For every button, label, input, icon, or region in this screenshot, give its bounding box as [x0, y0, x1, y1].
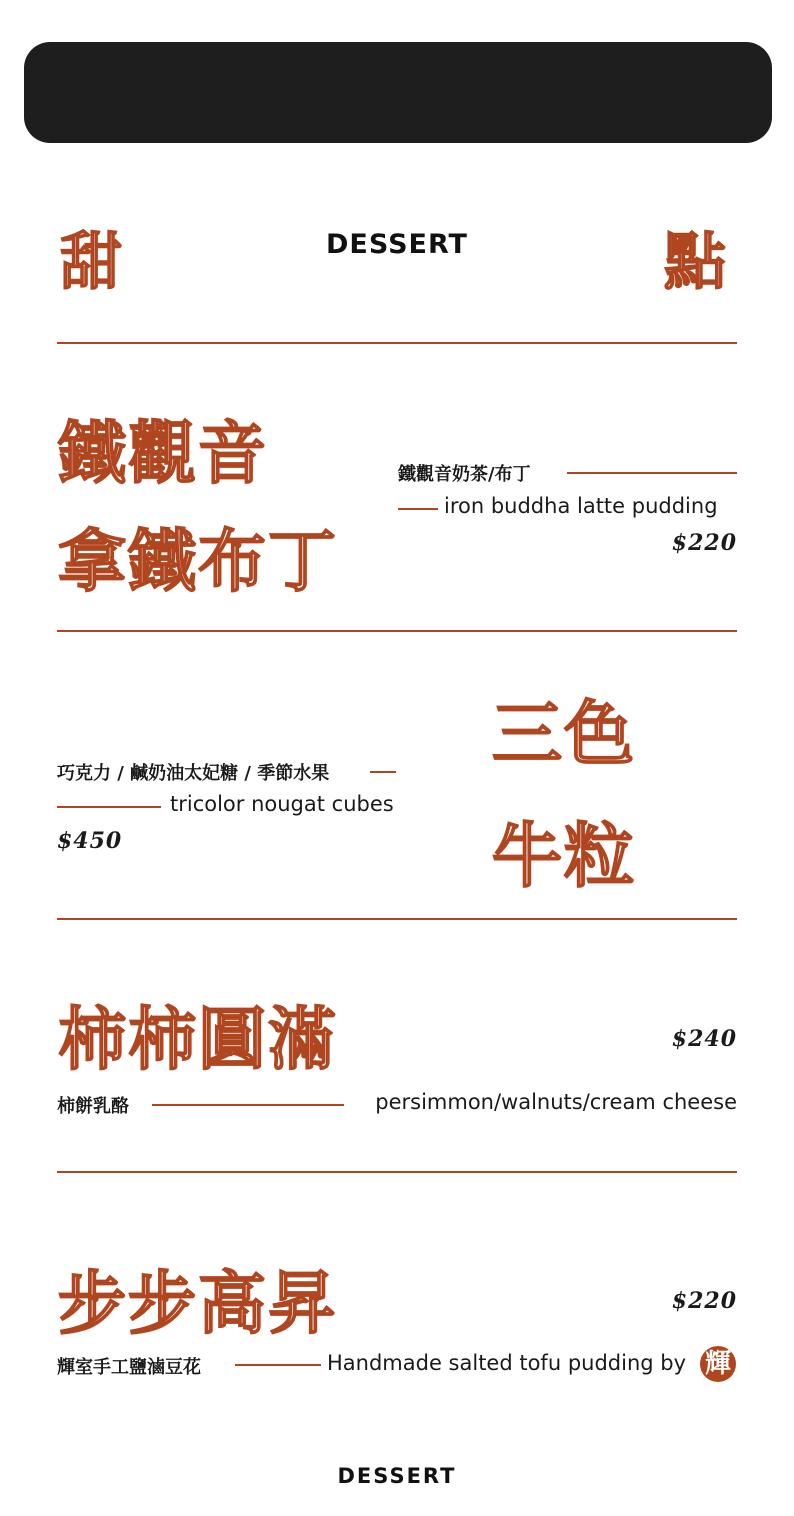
item-en-description: iron buddha latte pudding	[444, 494, 718, 518]
brand-seal-icon	[700, 1346, 736, 1382]
item-en-description: Handmade salted tofu pudding by	[327, 1351, 687, 1375]
item-name: 牛粒	[492, 814, 636, 897]
item-cn-description: 輝室手工鹽滷豆花	[57, 1357, 201, 1378]
item-price: $240	[671, 1026, 737, 1052]
leader-line	[370, 771, 396, 773]
item-name: 步步高昇	[58, 1264, 339, 1344]
seal-char: 輝	[704, 1349, 731, 1379]
item-cn-description: 柿餅乳酪	[57, 1096, 129, 1117]
item-price: $450	[57, 828, 123, 854]
leader-line	[398, 508, 438, 510]
item-name: 鐵觀音	[58, 414, 269, 494]
item-cn-description: 巧克力 / 鹹奶油太妃糖 / 季節水果	[57, 763, 330, 784]
leader-line	[57, 806, 161, 808]
top-banner	[24, 42, 772, 143]
item-en-description: persimmon/walnuts/cream cheese	[375, 1090, 737, 1114]
leader-line	[567, 472, 737, 474]
item-name: 三色	[492, 692, 636, 775]
divider	[57, 630, 737, 632]
item-price: $220	[671, 1288, 737, 1314]
item-price: $220	[671, 530, 737, 556]
footer-title: DESSERT	[337, 1464, 457, 1488]
item-cn-description: 鐵觀音奶茶/布丁	[398, 464, 531, 485]
divider	[57, 1171, 737, 1173]
leader-line	[235, 1364, 321, 1366]
item-name: 柿柿圓滿	[58, 1000, 339, 1080]
divider	[57, 918, 737, 920]
header-right-char: 點	[664, 225, 729, 298]
divider	[57, 342, 737, 344]
leader-line	[152, 1104, 344, 1106]
page-title: DESSERT	[326, 229, 468, 260]
item-name: 拿鐵布丁	[58, 522, 339, 602]
header-left-char: 甜	[60, 225, 125, 298]
item-en-description: tricolor nougat cubes	[170, 792, 394, 816]
